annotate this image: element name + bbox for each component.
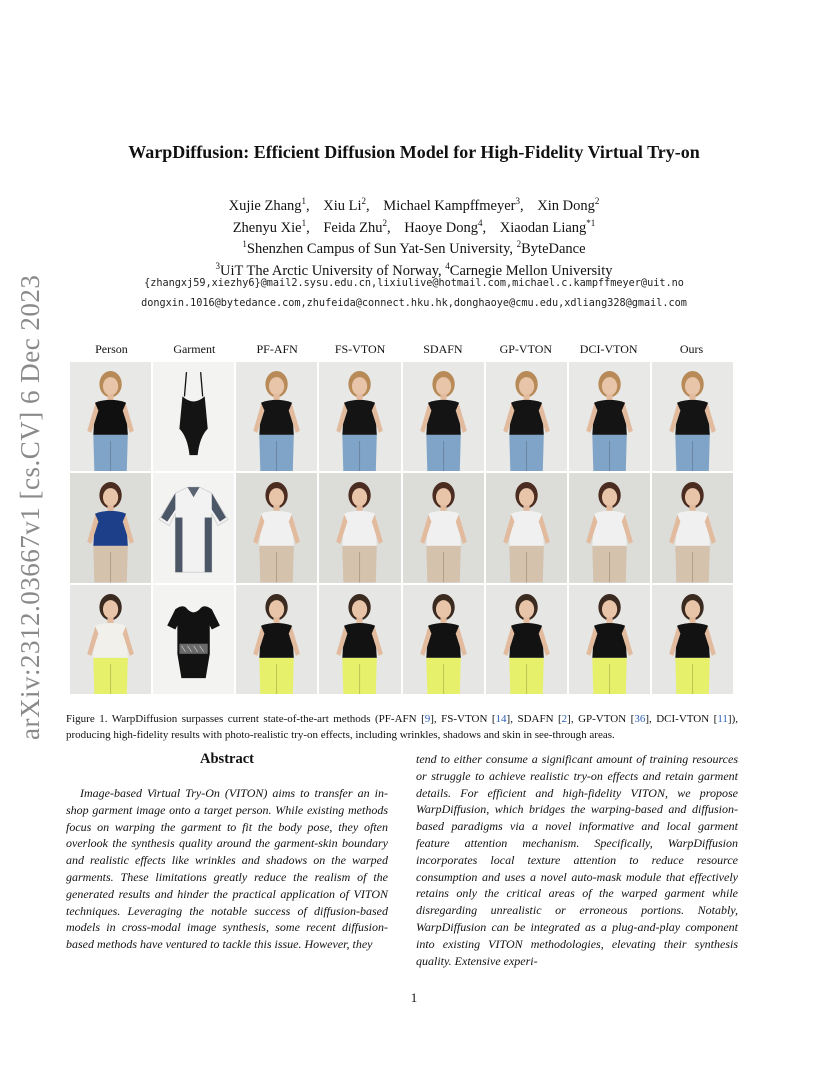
citation-link[interactable]: 14 <box>495 713 507 725</box>
page-number: 1 <box>410 990 418 1005</box>
author: Xiu Li$^2$, <box>323 196 370 214</box>
tryon-result-image <box>403 585 484 694</box>
citation-link[interactable]: 9 <box>424 713 431 725</box>
tryon-result-image <box>652 362 733 471</box>
tryon-result-image <box>319 362 400 471</box>
author-list <box>0 193 828 237</box>
tryon-result-image <box>319 473 400 582</box>
email-line-1: {zhangxj59,xiezhy6}@mail2.sysu.edu.cn,lixiulive@hotmail.com,michael.c.kampffmeyer@uit.no <box>144 278 684 289</box>
abstract-right-column <box>416 751 738 969</box>
tryon-result-image <box>569 473 650 582</box>
abstract-heading: Abstract <box>200 751 254 767</box>
tryon-result-image <box>652 585 733 694</box>
column-label: GP-VTON <box>499 342 553 356</box>
abstract-left-column <box>66 785 388 953</box>
abstract-paragraph: Image-based Virtual Try-On (VITON) aims to transfer an in-shop garment image onto a target person. While existing methods focus on warping the garment to fit the body pose, they often overlook the synthesis quality around the garment-skin boundary and realistic effects like wrinkles and shadows on the warped garments. These limitations greatly reduce the realism of the generated results and hinder the practical application of VITON techniques. Leveraging the notable success of diffusion-based models in cross-modal image synthesis, some recent diffusion-based methods have ventured to tackle this issue. However, they <box>66 786 388 952</box>
email-line-2: dongxin.1016@bytedance.com,zhufeida@connect.hku.hk,donghaoye@cmu.edu,xdliang328@gmail.com <box>141 298 687 309</box>
person-image <box>70 585 151 694</box>
author: Feida Zhu$^2$, <box>323 217 391 236</box>
tryon-result-image <box>236 585 317 694</box>
author: Zhenyu Xie$^1$, <box>232 217 310 236</box>
abstract-paragraph-continued: tend to either consume a significant amount of training resources or struggle to achieve realistic try-on effects and retain garment details. For efficient and high-fidelity VITON, we propose WarpDiffusion, which bridges the warping-based and diffusion-based paradigms via a novel informative and local garment feature attention mechanism. Specifically, WarpDiffusion incorporates local texture attention to reduce resource consumption and uses a novel auto-mask module that effectively retains only the critical areas of the warped garment while disregarding unrealistic or erroneous portions. Notably, WarpDiffusion can be integrated as a plug-and-play component into existing VITON methodologies, elevating their synthesis quality. Extensive experi- <box>416 752 738 968</box>
figure-image-grid <box>70 362 733 694</box>
citation-link[interactable]: 36 <box>634 713 646 725</box>
column-label: SDAFN <box>423 342 463 356</box>
tryon-result-image <box>652 473 733 582</box>
affiliation-line-2: $^3$UiT The Arctic University of Norway, $^4$Carnegie Mellon University <box>215 260 613 279</box>
tryon-result-image <box>319 585 400 694</box>
garment-image <box>153 585 234 694</box>
column-label: PF-AFN <box>256 342 298 356</box>
person-image <box>70 473 151 582</box>
author: Xin Dong$^2$ <box>537 196 600 214</box>
author-line-1 <box>0 193 828 215</box>
author: Xiaodan Liang$^{*1}$ <box>499 217 596 236</box>
paper-title: WarpDiffusion: Efficient Diffusion Model for High-Fidelity Virtual Try-on <box>128 142 700 162</box>
column-label: Garment <box>173 342 216 356</box>
author: Michael Kampffmeyer$^3$, <box>383 196 524 214</box>
garment-image <box>153 473 234 582</box>
column-label: DCI-VTON <box>579 342 638 356</box>
affiliation-line-1: $^1$Shenzhen Campus of Sun Yat-Sen University, $^2$ByteDance <box>242 239 586 257</box>
citation-link[interactable]: 11 <box>717 713 728 725</box>
tryon-result-image <box>486 473 567 582</box>
person-image <box>70 362 151 471</box>
figure-column-labels <box>70 342 733 357</box>
column-label: Person <box>95 342 128 356</box>
tryon-result-image <box>236 362 317 471</box>
garment-image <box>153 362 234 471</box>
arxiv-identifier: arXiv:2312.03667v1 [cs.CV] 6 Dec 2023 <box>15 274 45 740</box>
column-label: FS-VTON <box>334 342 386 356</box>
tryon-result-image <box>403 362 484 471</box>
tryon-result-image <box>486 585 567 694</box>
tryon-result-image <box>236 473 317 582</box>
tryon-result-image <box>486 362 567 471</box>
citation-link[interactable]: 2 <box>561 713 568 725</box>
tryon-result-image <box>569 362 650 471</box>
column-label: Ours <box>679 342 704 356</box>
author: Xujie Zhang$^1$, <box>228 196 310 214</box>
figure-caption: Figure 1. WarpDiffusion surpasses current state-of-the-art methods (PF-AFN [9], FS-VTON [14], SDAFN [2], GP-VTON [36], DCI-VTON [11]), producing high-fidelity results with photo-realistic try-on effects, including wrinkles, shadows and skin in see-through areas. <box>66 713 738 741</box>
author-line-2 <box>0 215 828 237</box>
tryon-result-image <box>403 473 484 582</box>
author: Haoye Dong$^4$, <box>404 217 487 236</box>
author-emails <box>0 274 828 314</box>
tryon-result-image <box>569 585 650 694</box>
